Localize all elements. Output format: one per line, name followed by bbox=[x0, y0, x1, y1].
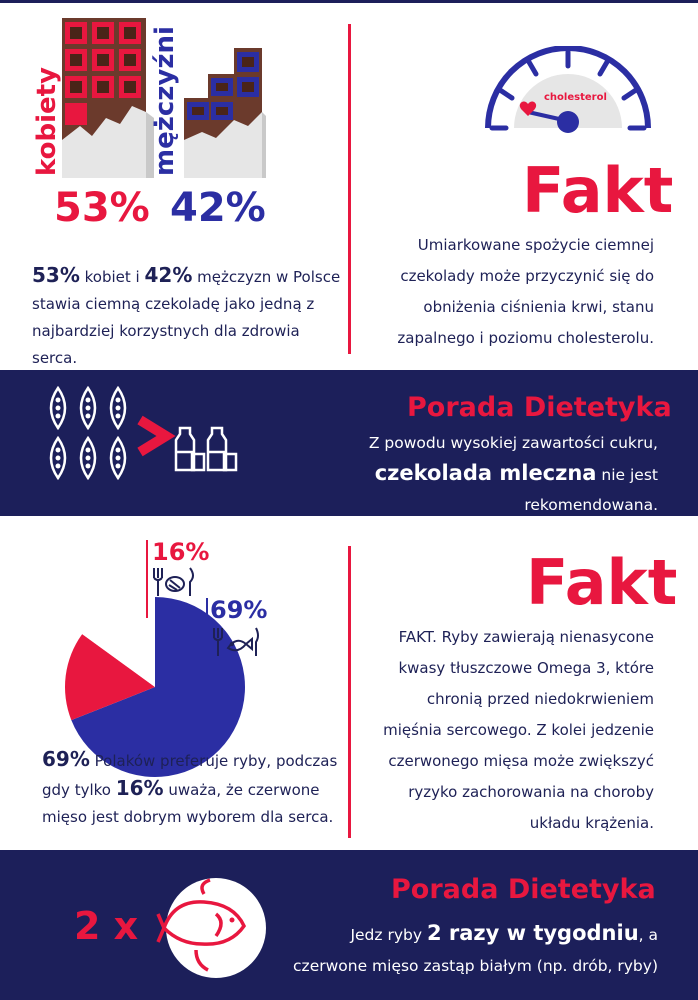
fish-cutlery-icon bbox=[210, 626, 260, 658]
section-fish-meat bbox=[0, 516, 698, 850]
pct-fish: 69% bbox=[210, 596, 268, 624]
label-men: mężczyźni bbox=[150, 26, 180, 176]
section1-divider bbox=[348, 24, 351, 354]
desc-pct-fish: 69% bbox=[42, 747, 90, 771]
desc-part1: kobiet i bbox=[79, 268, 145, 286]
tip-title-2: Porada Dietetyka bbox=[391, 874, 656, 905]
tip-title-1: Porada Dietetyka bbox=[407, 392, 672, 423]
tip-line-1: Z powodu wysokiej zawartości cukru, bbox=[368, 434, 658, 452]
times-label: 2 x bbox=[74, 904, 139, 948]
chocolate-bar-men-icon bbox=[184, 48, 266, 178]
tip-text-2 bbox=[280, 918, 658, 982]
desc-part2: mężczyzn w Polsce stawia ciemną czekoladę jako jedną z najbardziej korzystnych dla zdrowia serca. bbox=[32, 268, 341, 367]
fakt-title-2: Fakt bbox=[526, 546, 678, 619]
survey-description bbox=[32, 262, 344, 372]
fakt-text-2: FAKT. Ryby zawierają nienasycone kwasy tłuszczowe Omega 3, które chronią przed niedokrwieniem mięśnia sercowego. Z kolei jedzenie czerwonego mięsa może zwiększyć ryzyko zachorowania na choroby układu krążenia. bbox=[383, 628, 654, 832]
tip2-pre: Jedz ryby bbox=[350, 926, 427, 944]
pct-men: 42% bbox=[170, 185, 266, 231]
desc-pct-men: 42% bbox=[144, 263, 193, 287]
pct-meat: 16% bbox=[152, 538, 210, 566]
fakt-text-1: Umiarkowane spożycie ciemnej czekolady może przyczynić się do obniżenia ciśnienia krwi, stanu zapalnego i poziomu cholesterolu. bbox=[397, 236, 654, 347]
section3-divider bbox=[348, 546, 351, 838]
desc-pct-meat: 16% bbox=[115, 776, 164, 800]
meat-cutlery-icon bbox=[150, 566, 198, 598]
tip-line-2 bbox=[250, 458, 658, 520]
desc-pct-women: 53% bbox=[32, 263, 80, 287]
tip2-post: , a czerwone mięso zastąp białym (np. drób, ryby) bbox=[293, 926, 658, 975]
desc3-part1: Polaków preferuje ryby, podczas gdy tylko bbox=[42, 752, 338, 799]
tip-line-2-rest: nie jest rekomendowana. bbox=[524, 466, 658, 514]
desc3-part2: uważa, że czerwone mięso jest dobrym wyborem dla serca. bbox=[42, 781, 334, 826]
chocolate-bar-women-icon bbox=[62, 18, 154, 178]
fish-survey-description bbox=[42, 746, 342, 831]
tip-text-1 bbox=[250, 428, 658, 520]
gauge-label: cholesterol bbox=[544, 92, 607, 103]
section-dietitian-tip-2 bbox=[0, 850, 698, 1000]
meat-leader-line bbox=[146, 540, 148, 618]
section-dietitian-tip-1 bbox=[0, 370, 698, 516]
label-women: kobiety bbox=[32, 67, 62, 176]
section-chocolate bbox=[0, 0, 698, 370]
cocoa-milk-comparison-icon bbox=[44, 386, 244, 486]
tip-emphasis: czekolada mleczna bbox=[374, 461, 597, 485]
fish-plate-icon bbox=[156, 874, 276, 984]
pct-women: 53% bbox=[54, 185, 150, 231]
tip2-emphasis: 2 razy w tygodniu bbox=[426, 921, 639, 945]
fish-leader-line bbox=[206, 598, 208, 662]
fakt-title-1: Fakt bbox=[522, 154, 674, 227]
